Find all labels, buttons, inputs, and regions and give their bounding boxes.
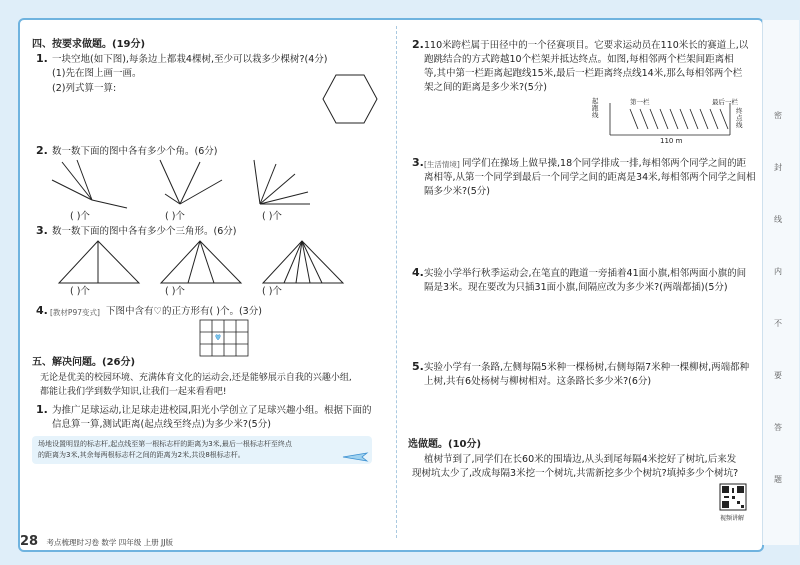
q1-number: 1.: [36, 52, 48, 65]
grid-heart-figure: [200, 320, 248, 356]
r-q2-text-2: 跑跳结合的方式跨越10个栏架并抵达终点。如图,每相邻两个栏架间距离相: [424, 54, 734, 65]
page-number: 28: [20, 534, 39, 549]
r-q3-number: 3.: [412, 156, 424, 169]
r-q3-tag: [生活情境]: [424, 160, 460, 169]
sidebar-char: 题: [774, 475, 782, 484]
sidebar-char: 内: [774, 267, 782, 276]
q3-number: 3.: [36, 224, 48, 237]
section5-title: 五、解决问题。(26分): [32, 357, 136, 368]
sidebar-char: 密: [774, 111, 782, 120]
q1-text: 一块空地(如下图),每条边上都栽4棵树,至少可以栽多少棵树?(4分): [52, 54, 328, 65]
angles-figure-3: [250, 160, 330, 210]
airplane-icon: [342, 448, 368, 464]
r-q5-number: 5.: [412, 360, 424, 373]
q4-number: 4.: [36, 304, 48, 317]
r-q5-text-2: 上树,共有6处杨树与柳树相对。这条路长多少米?(6分): [424, 376, 652, 387]
column-divider: [396, 26, 397, 538]
q3-answer-3[interactable]: ( )个: [262, 286, 282, 297]
section5-intro-2: 都能让我们学到数学知识,让我们一起来看看吧!: [40, 387, 227, 397]
sidebar-char: 不: [774, 319, 782, 328]
hexagon-figure: [322, 74, 378, 124]
info-line-1: 场地设置明显的标志杆,起点线至第一根标志杆的距离为3米,最后一根标志杆至终点: [38, 440, 292, 448]
q5-1-number: 1.: [36, 403, 48, 416]
info-box: [32, 436, 372, 464]
triangles-figure-3: [262, 240, 344, 284]
q2-answer-1[interactable]: ( )个: [70, 211, 90, 222]
q3-text: 数一数下面的图中各有多少个三角形。(6分): [52, 226, 237, 237]
section4-title: 四、按要求做题。(19分): [32, 39, 146, 50]
r-q4-text-2: 隔是3米。现在要改为只插31面小旗,间隔应改为多少米?(两端都插)(5分): [424, 282, 728, 293]
fig-first-label: 第一栏: [630, 98, 650, 106]
r-q2-number: 2.: [412, 38, 424, 51]
optional-text-1: 植树节到了,同学们在长60米的围墙边,从头到尾每隔4米挖好了树坑,后来发: [424, 454, 737, 465]
q4-text: 下图中含有♡的正方形有( )个。(3分): [106, 306, 262, 317]
triangles-figure-1: [58, 240, 140, 284]
q2-number: 2.: [36, 144, 48, 157]
optional-text-2: 现树坑太少了,改成每隔3米挖一个树坑,共需新挖多少个树坑?填掉多少个树坑?: [412, 468, 739, 479]
fig-start-label: 起跑线: [592, 97, 599, 119]
q3-answer-2[interactable]: ( )个: [165, 286, 185, 297]
r-q3-text-3: 隔多少米?(5分): [424, 186, 490, 197]
triangles-figure-2: [160, 240, 242, 284]
q5-1-text-1: 为推广足球运动,让足球走进校园,阳光小学创立了足球兴趣小组。根据下面的: [52, 405, 372, 416]
angles-figure-2: [160, 160, 240, 210]
sidebar-char: 封: [774, 163, 782, 172]
q1-step2: (2)列式算一算:: [52, 83, 117, 94]
footer: [20, 534, 173, 549]
info-line-2: 的距离为3米,其余每两根标志杆之间的距离为2米,共设8根标志杆。: [38, 451, 245, 459]
q2-answer-2[interactable]: ( )个: [165, 211, 185, 222]
r-q3-text-1: 同学们在操场上做早操,18个同学排成一排,每相邻两个同学之间的距: [462, 158, 747, 169]
sidebar-char: 答: [774, 423, 782, 432]
r-q2-text-1: 110米跨栏属于田径中的一个径赛项目。它要求运动员在110米长的赛道上,以: [424, 40, 749, 51]
q2-answer-3[interactable]: ( )个: [262, 211, 282, 222]
q3-answer-1[interactable]: ( )个: [70, 286, 90, 297]
fig-end-label: 终点线: [736, 107, 743, 129]
r-q4-text-1: 实验小学举行秋季运动会,在笔直的跑道一旁插着41面小旗,相邻两面小旗的间: [424, 268, 747, 279]
fig-length-label: 110 m: [660, 137, 683, 145]
sidebar-char: 要: [774, 371, 782, 380]
q2-text: 数一数下面的图中各有多少个角。(6分): [52, 146, 218, 157]
q5-1-text-2: 信息算一算,测试距离(起点线至终点)为多少米?(5分): [52, 419, 271, 430]
q4-tag: [教材P97变式]: [50, 308, 100, 317]
optional-title: 选做题。(10分): [408, 439, 482, 450]
angles-figure-1: [52, 160, 132, 210]
section5-intro-1: 无论是优美的校园环境、充满体育文化的运动会,还是能够展示自我的兴趣小组,: [40, 373, 352, 383]
r-q4-number: 4.: [412, 266, 424, 279]
r-q2-text-4: 架之间的距离是多少米?(5分): [424, 82, 547, 93]
qr-code-icon[interactable]: [720, 484, 746, 510]
binding-sidebar: [762, 20, 799, 545]
heart-icon: [216, 335, 221, 340]
q1-step1: (1)先在图上画一画。: [52, 68, 142, 79]
fig-last-label: 最后一栏: [712, 98, 738, 106]
r-q5-text-1: 实验小学有一条路,左侧每隔5米种一棵杨树,右侧每隔7米种一棵柳树,两端都种: [424, 362, 750, 373]
qr-label: 视频讲解: [720, 515, 745, 522]
r-q2-text-3: 等,其中第一栏距离起跑线15米,最后一栏距离终点线14米,那么每相邻两个栏: [424, 68, 743, 79]
r-q3-text-2: 离相等,从第一个同学到最后一个同学之间的距离是34米,每相邻两个同学之间相: [424, 172, 756, 183]
footer-text: 考点梳理时习卷 数学 四年级 上册 JJ版: [46, 538, 173, 547]
sidebar-char: 线: [774, 215, 782, 224]
